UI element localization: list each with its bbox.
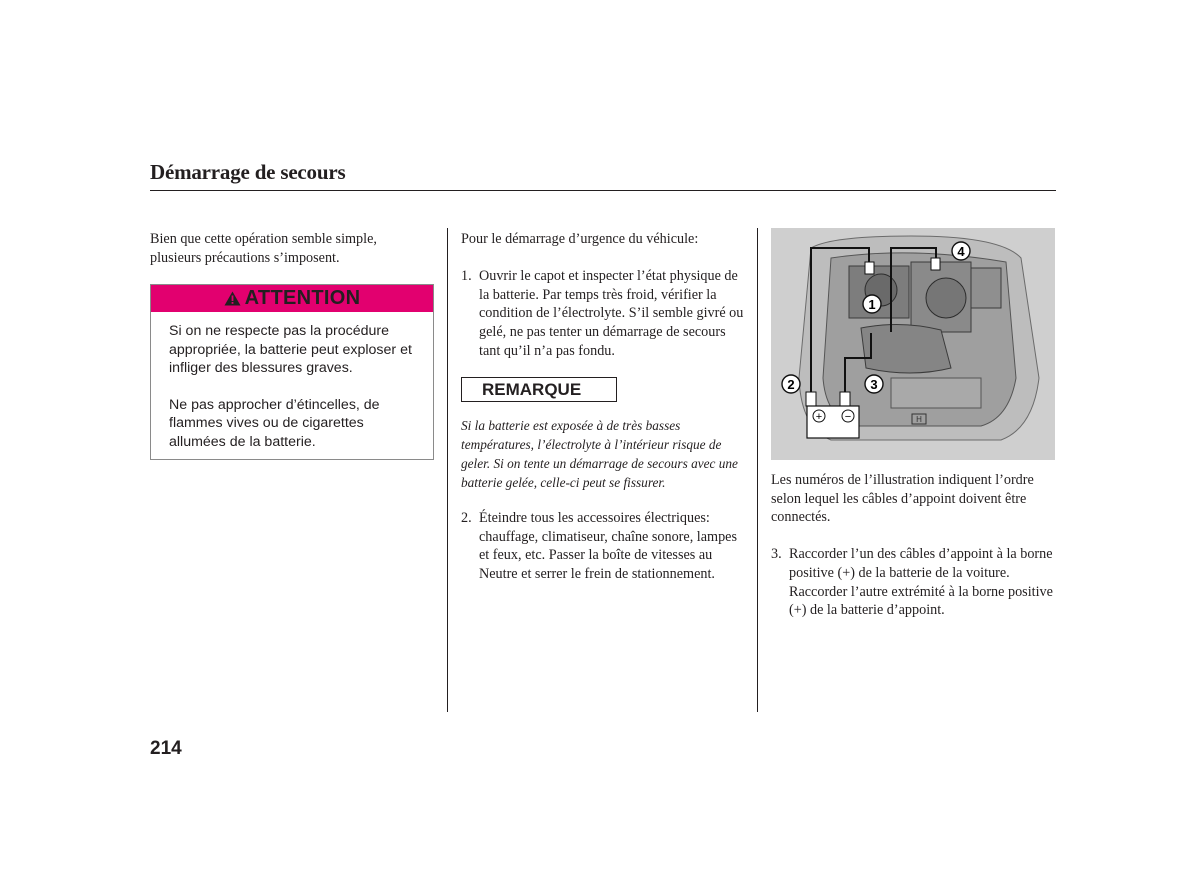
procedure-intro: Pour le démarrage d’urgence du véhicule: xyxy=(461,231,699,247)
warning-header xyxy=(151,285,433,312)
svg-text:2: 2 xyxy=(787,377,795,392)
title-rule xyxy=(150,190,1056,191)
intro-text: Bien que cette opération semble simple, plusieurs précautions s’imposent. xyxy=(150,231,377,266)
engine-diagram xyxy=(771,228,1055,460)
step-1 xyxy=(461,267,746,360)
svg-text:1: 1 xyxy=(868,297,876,312)
notice-box xyxy=(461,377,617,402)
step-3 xyxy=(771,545,1061,619)
callout-3 xyxy=(865,375,883,393)
step-number: 2. xyxy=(461,510,472,526)
callout-1 xyxy=(863,295,881,313)
page-number: 214 xyxy=(150,738,182,759)
warning-body xyxy=(151,312,433,452)
warning-label: ATTENTION xyxy=(244,287,361,309)
callout-2 xyxy=(782,375,800,393)
warning-paragraph: Si on ne respecte pas la procédure appropriée, la batterie peut exploser et infliger des blessures graves. xyxy=(169,323,412,377)
figure-caption: Les numéros de l’illustration indiquent l’ordre selon lequel les câbles d’appoint doivent être connectés. xyxy=(771,472,1034,526)
notice-label: REMARQUE xyxy=(482,379,582,399)
step-number: 1. xyxy=(461,268,472,285)
step-text: Raccorder l’un des câbles d’appoint à la borne positive (+) de la batterie de la voiture. Raccorder l’autre extrémité à la borne positive (+) de la batterie d’appoint. xyxy=(789,546,1053,619)
column-2 xyxy=(461,230,746,360)
step-2 xyxy=(461,509,746,583)
svg-text:3: 3 xyxy=(870,377,878,392)
page-title: Démarrage de secours xyxy=(150,160,346,184)
warning-box xyxy=(150,284,434,460)
battery-negative-label: − xyxy=(844,411,852,423)
svg-text:H: H xyxy=(916,415,922,424)
column-divider-1 xyxy=(447,228,448,712)
step-text: Ouvrir le capot et inspecter l’état physique de la batterie. Par temps très froid, vérifier la condition de l’électrolyte. S’il semble givré ou gelé, ne pas tenter un démarrage de secours tant qu’il n’a pas fondu. xyxy=(479,268,744,359)
step-text: Éteindre tous les accessoires électriques: chauffage, climatiseur, chaîne sonore, lampes et feux, etc. Passer la boîte de vitesses au Neutre et serrer le frein de stationnement. xyxy=(479,510,737,582)
column-divider-2 xyxy=(757,228,758,712)
warning-triangle-icon xyxy=(224,291,241,306)
battery-positive-label: + xyxy=(815,411,823,423)
warning-paragraph: Ne pas approcher d’étincelles, de flammes vives ou de cigarettes allumées de la batterie. xyxy=(169,396,380,450)
notice-text: Si la batterie est exposée à de très basses températures, l’électrolyte à l’intérieur risque de geler. Si on tente un démarrage de secours avec une batterie gelée, celle-ci peut se fissurer. xyxy=(461,418,738,490)
step-2-wrapper xyxy=(461,509,746,583)
svg-text:4: 4 xyxy=(957,244,965,259)
step-number: 3. xyxy=(771,546,782,563)
jump-start-illustration xyxy=(771,228,1055,460)
callout-4 xyxy=(952,242,970,260)
column-3 xyxy=(771,471,1061,620)
